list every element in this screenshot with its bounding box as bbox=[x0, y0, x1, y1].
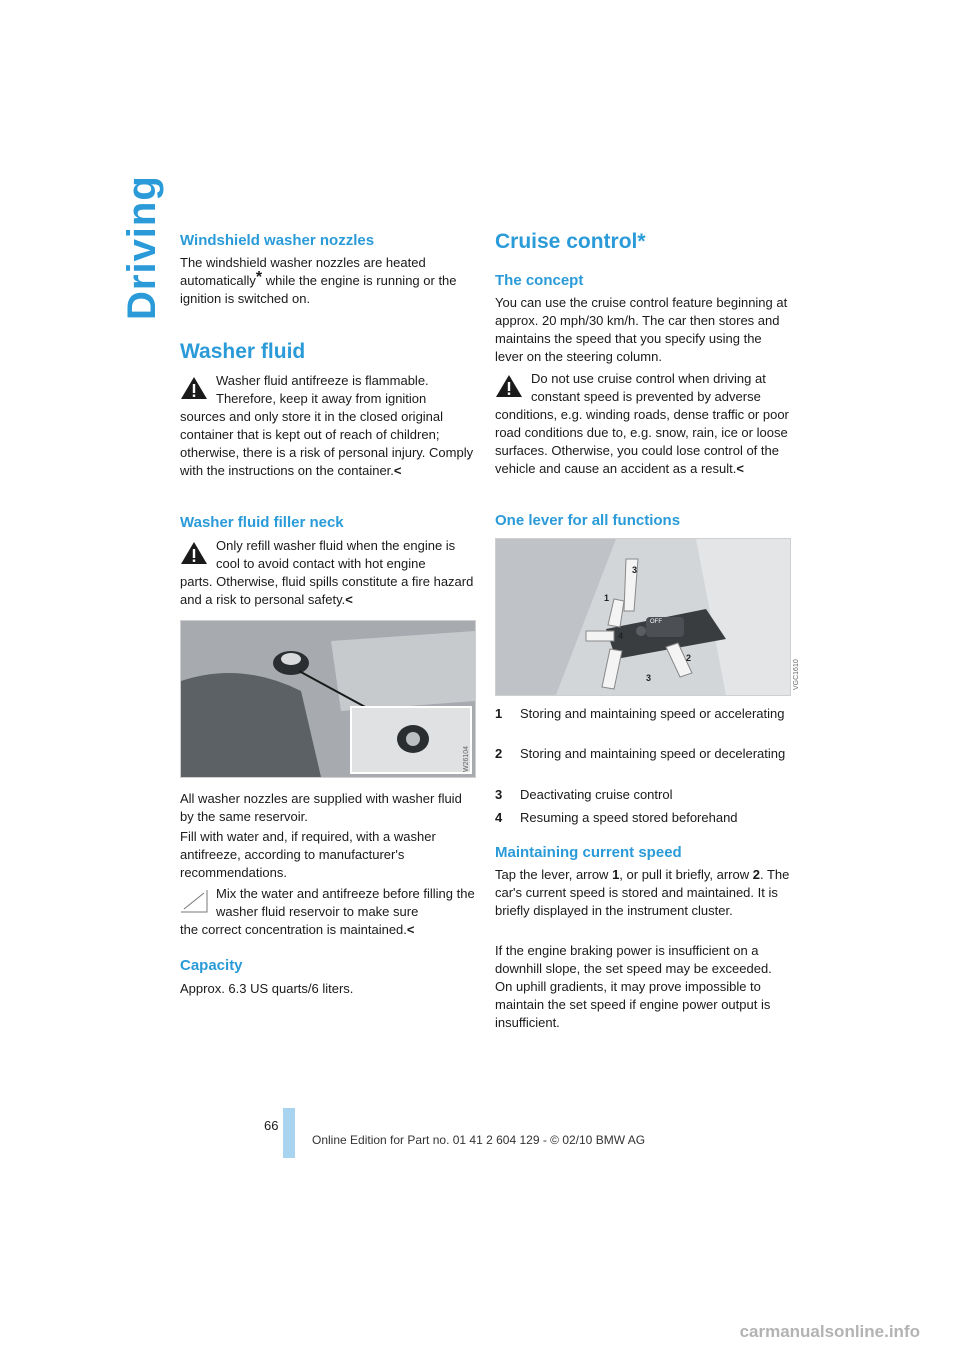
list-item: 1 Storing and maintaining speed or accelerating bbox=[495, 706, 785, 721]
arrow-label-1: 1 bbox=[604, 593, 610, 603]
photo-code: W26104 bbox=[463, 745, 470, 772]
arrow-label-4: 4 bbox=[618, 631, 624, 641]
capacity-heading: Capacity bbox=[180, 957, 243, 974]
lever-illustration bbox=[496, 539, 790, 695]
list-item: 4 Resuming a speed stored beforehand bbox=[495, 810, 738, 825]
washer-fluid-heading: Washer fluid bbox=[180, 340, 306, 363]
arrow-label-3-top: 3 bbox=[632, 565, 638, 575]
warning-triangle-icon bbox=[180, 541, 208, 565]
photo-code: VGC1610 bbox=[793, 659, 800, 690]
warning-flammable: Washer fluid antifreeze is flammable. Therefore, keep it away from ignition sources and only store it in the closed original container that is kept out of reach of children; otherwise, there is a risk of personal injury. Comply with the instructions on the container.< bbox=[180, 373, 474, 478]
list-item: 3 Deactivating cruise control bbox=[495, 787, 673, 802]
maintain-heading: Maintaining current speed bbox=[495, 844, 682, 861]
lever-heading: One lever for all functions bbox=[495, 512, 681, 529]
warning-hot-engine: Only refill washer fluid when the engine is cool to avoid contact with hot engine parts. Otherwise, fluid spills constitute a fire hazard and a risk to personal safety.< bbox=[180, 538, 474, 607]
supply-text: All washer nozzles are supplied with washer fluid by the same reservoir. bbox=[180, 791, 462, 824]
edition-text: Online Edition for Part no. 01 41 2 604 129 - © 02/10 BMW AG bbox=[312, 1133, 646, 1147]
arrow-label-3-bottom: 3 bbox=[646, 673, 652, 683]
warning-triangle-icon bbox=[495, 374, 523, 398]
nozzles-heading: Windshield washer nozzles bbox=[180, 232, 375, 249]
cruise-control-heading: Cruise control* bbox=[495, 230, 646, 253]
nozzles-text: The windshield washer nozzles are heated automatically* while the engine is running or the ignition is switched on. bbox=[180, 255, 457, 306]
concept-text: You can use the cruise control feature beginning at approx. 20 mph/30 km/h. The car then stores and maintains the speed that you specify using the lever on the steering column. bbox=[495, 295, 788, 364]
fill-text: Fill with water and, if required, with a washer antifreeze, according to manufacturer's recommendations. bbox=[180, 829, 436, 880]
washer-filler-photo bbox=[180, 620, 476, 778]
lever-off-label: OFF bbox=[650, 619, 662, 625]
concept-heading: The concept bbox=[495, 272, 584, 289]
filler-neck-heading: Washer fluid filler neck bbox=[180, 514, 344, 531]
cruise-lever-photo bbox=[495, 538, 791, 696]
maintain-text: Tap the lever, arrow 1, or pull it briefly, arrow 2. The car's current speed is stored and maintained. It is briefly displayed in the instrument cluster. bbox=[495, 867, 790, 918]
list-item: 2 Storing and maintaining speed or decelerating bbox=[495, 746, 786, 761]
engine-text: If the engine braking power is insufficient on a downhill slope, the set speed may be exceeded. On uphill gradients, it may prove impossible to maintain the set speed if engine power output is insufficient. bbox=[495, 943, 772, 1030]
warning-cruise: Do not use cruise control when driving at constant speed is prevented by adverse conditions, e.g. winding roads, dense traffic or poor road conditions due to, e.g. snow, rain, ice or loose surfaces. Otherwise, you could lose control of the vehicle and cause an accident as a result.< bbox=[495, 371, 789, 476]
chapter-tab: Driving bbox=[120, 175, 164, 320]
watermark: carmanualsonline.info bbox=[739, 1322, 920, 1341]
warning-triangle-icon bbox=[180, 376, 208, 400]
footer-bar bbox=[283, 1108, 295, 1158]
capacity-text: Approx. 6.3 US quarts/6 liters. bbox=[180, 981, 354, 996]
note-icon bbox=[180, 889, 208, 913]
engine-bay-illustration bbox=[181, 621, 475, 777]
page-number: 66 bbox=[264, 1118, 279, 1133]
note-concentration: Mix the water and antifreeze before filling the washer fluid reservoir to make sure the correct concentration is maintained.< bbox=[180, 886, 475, 937]
arrow-label-2: 2 bbox=[686, 653, 692, 663]
